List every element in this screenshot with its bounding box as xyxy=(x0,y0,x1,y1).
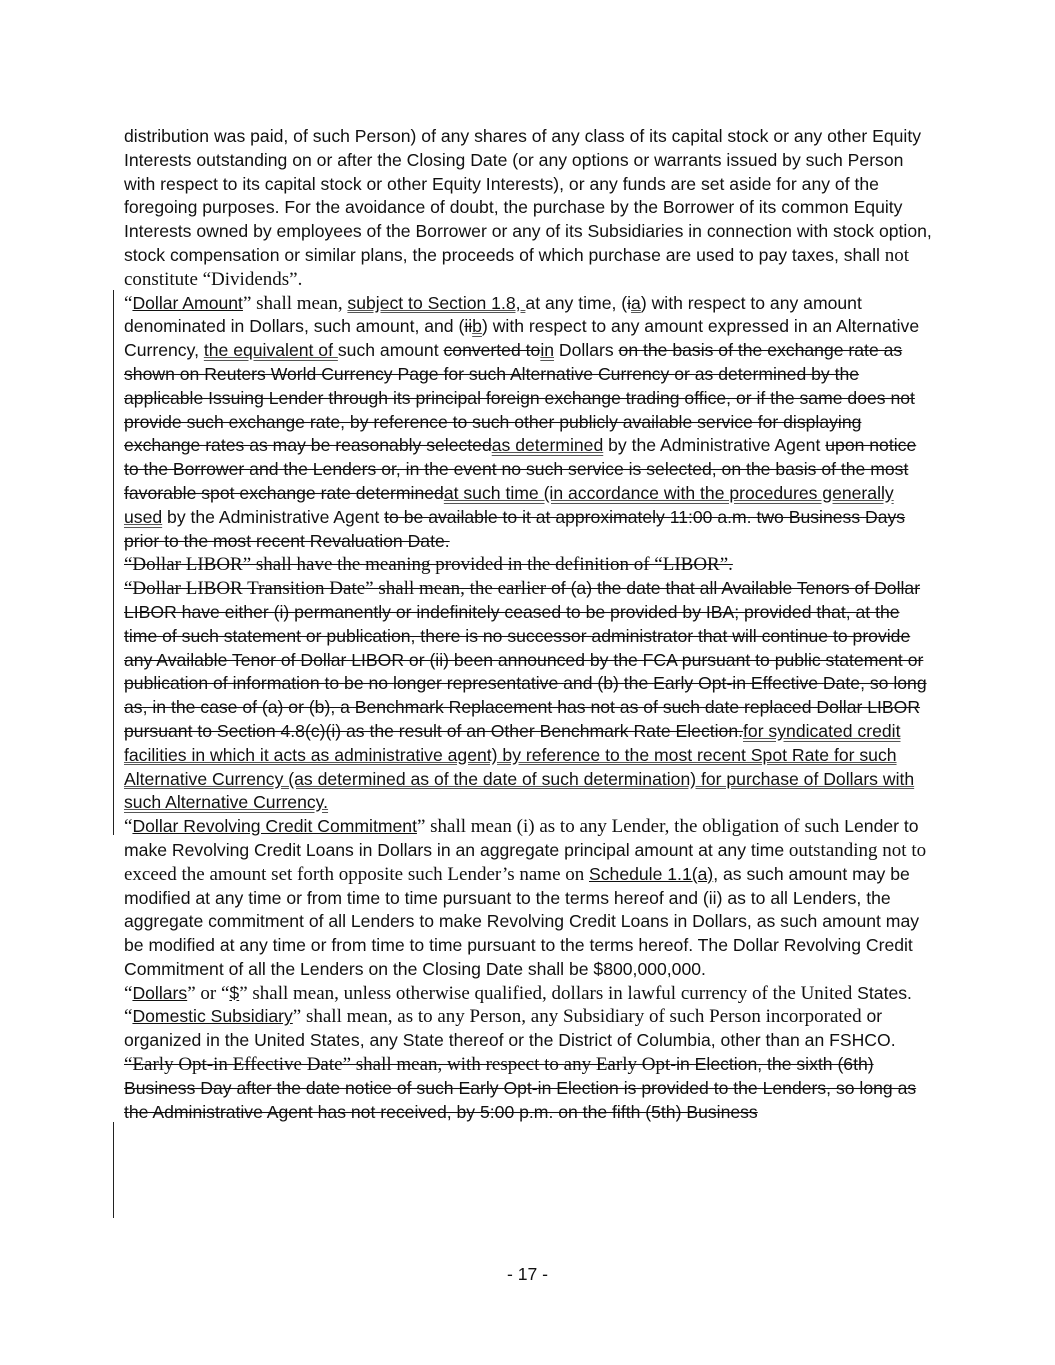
defined-term: Domestic Subsidiary xyxy=(132,1006,293,1027)
definition-dollar-revolving-credit-commitment: “Dollar Revolving Credit Commitment” shall mean (i) as to any Lender, the obligation of such Lender to make Revolving Credit Loans in Dollars in an aggregate principal amount at any time outstanding not to exceed the amount set forth opposite such Lender’s name on Schedule 1.1(a), as such amount may be modified at any time or from time to time pursuant to the terms hereof and (ii) as to all Lenders, the aggregate commitment of all Lenders to make Revolving Credit Loans in Dollars, as such amount may be modified at any time or from time to time pursuant to the terms hereof. The Dollar Revolving Credit Commitment of all the Lenders on the Closing Date shall be $800,000,000. xyxy=(124,816,927,979)
deletion: ii xyxy=(464,316,473,337)
deletion: -in Election, the sixth (6th) Business Day after the date notice of such Early Opt-in Election is provided to the Lenders, so long as the Administrative Agent has not received, by 5:00 p.m. on the fifth (5th) Business xyxy=(124,1054,917,1122)
defined-term: Dollar Amount xyxy=(132,292,243,313)
paragraph-dividends-continued: distribution was paid, of such Person) of any shares of any class of its capital stock or any other Equity Interests outstanding on or after the Closing Date (or any options or warrants issued by such Person with respect to its capital stock or other Equity Interests), or any funds are set aside for any of the foregoing purposes. For the avoidance of doubt, the purchase by the Borrower of its common Equity Interests owned by employees of the Borrower or any of its Subsidiaries in connection with stock option, stock compensation or similar plans, the proceeds of which purchase are used to pay taxes, shall not constitute “Dividends”. xyxy=(124,126,932,290)
deletion: on the basis of the exchange rate as shown on Reuters World Currency Page for such Alternative Currency or as determined by the applicable Issuing Lender through its principal foreign exchange trading office, or if the same does not provide such exchange rate, by reference to such other publicly available service for displaying exchange rates as may be reasonably selected xyxy=(124,340,915,456)
definition-dollars: “Dollars” or “$” shall mean, unless otherwise qualified, dollars in lawful currency of the United States. xyxy=(124,982,912,1004)
definition-domestic-subsidiary: “Domestic Subsidiary” shall mean, as to any Person, any Subsidiary of such Person incorporated or organized in the United States, any State thereof or the District of Columbia, other than an FSHCO. xyxy=(124,1006,896,1051)
deletion: i xyxy=(627,292,632,313)
insertion: as determined xyxy=(491,435,604,456)
definition-early-opt-in-effective-date xyxy=(124,1053,934,1124)
insertion: in xyxy=(540,340,555,361)
definition-dollar-amount: “Dollar Amount” shall mean, subject to Section 1.8, at any time, (ia) with respect to any amount denominated in Dollars, such amount, and (iib) with respect to any amount expressed in an Alternative Currency, the equivalent of such amount converted toin Dollars on the basis of the exchange rate as shown on Reuters World Currency Page for such Alternative Currency or as determined by the applicable Issuing Lender through its principal foreign exchange trading office, or if the same does not provide such exchange rate, by reference to such other publicly available service for displaying exchange rates as may be reasonably selectedas determined by the Administrative Agent upon notice to the Borrower and the Lenders or, in the event no such service is selected, on the basis of the most favorable spot exchange rate determinedat such time (in accordance with the procedures generally used by the Administrative Agent to be available to it at approximately 11:00 a.m. two Business Days prior to the most recent Revaluation Date. xyxy=(124,292,920,551)
insertion: at such time (in accordance with the procedures generally used xyxy=(124,482,894,527)
definition-dollar-libor xyxy=(124,553,934,577)
deletion: to be available to it at approximately 11:00 a.m. two Business Days prior to the most recent Revaluation Date. xyxy=(124,506,906,551)
defined-term: Dollars xyxy=(132,982,188,1003)
insertion: the equivalent of xyxy=(203,340,338,361)
deletion: “Early Opt-in Effective Date” shall mean, with respect to any Early Opt xyxy=(124,1054,671,1076)
insertion: b xyxy=(472,316,482,337)
deletion: of (a) the date that all Available Tenors of Dollar LIBOR have either (i) permanently or indefinitely ceased to be provided by IBA; provided that, at the time of such statement or publication, there is no successor administrator that will continue to provide any Available Tenor of Dollar LIBOR or (ii) been announced by the FCA pursuant to public statement or publication of information to be no longer representative and (b) the Early Opt-in Effective Date, so long as, in the case of (a) or (b), a Benchmark Replacement has not as of such date replaced Dollar LIBOR pursuant to Section 4.8(c)(i) as the result of an Other Benchmark Rate Election. xyxy=(124,578,927,741)
insertion: a xyxy=(631,292,641,313)
deletion: “Dollar LIBOR” shall have the meaning provided in the definition of “LIBOR”. xyxy=(124,554,733,576)
deletion: “Dollar LIBOR Transition Date” shall mean, the earlier xyxy=(124,578,547,600)
defined-term: $ xyxy=(229,982,240,1003)
change-bar xyxy=(113,1122,114,1218)
insertion: for syndicated credit facilities in which it acts as administrative agent) by reference to the most recent Spot Rate for such Alternative Currency (as determined as of the date of such determination) for purchase of Dollars with such Alternative Currency. xyxy=(124,720,915,813)
schedule-reference: Schedule 1.1(a) xyxy=(589,863,714,884)
deletion: converted to xyxy=(443,340,541,361)
defined-term: Dollar Revolving Credit Commitment xyxy=(132,816,417,837)
insertion: subject to Section 1.8, xyxy=(347,292,526,313)
definition-dollar-libor-transition-date xyxy=(124,577,934,815)
change-bar xyxy=(113,290,114,835)
document-body xyxy=(124,125,934,1124)
deletion: upon notice to the Borrower and the Lenders or, in the event no such service is selected, on the basis of the most favorable spot exchange rate determined xyxy=(124,435,917,503)
page-number: - 17 - xyxy=(506,1264,549,1284)
